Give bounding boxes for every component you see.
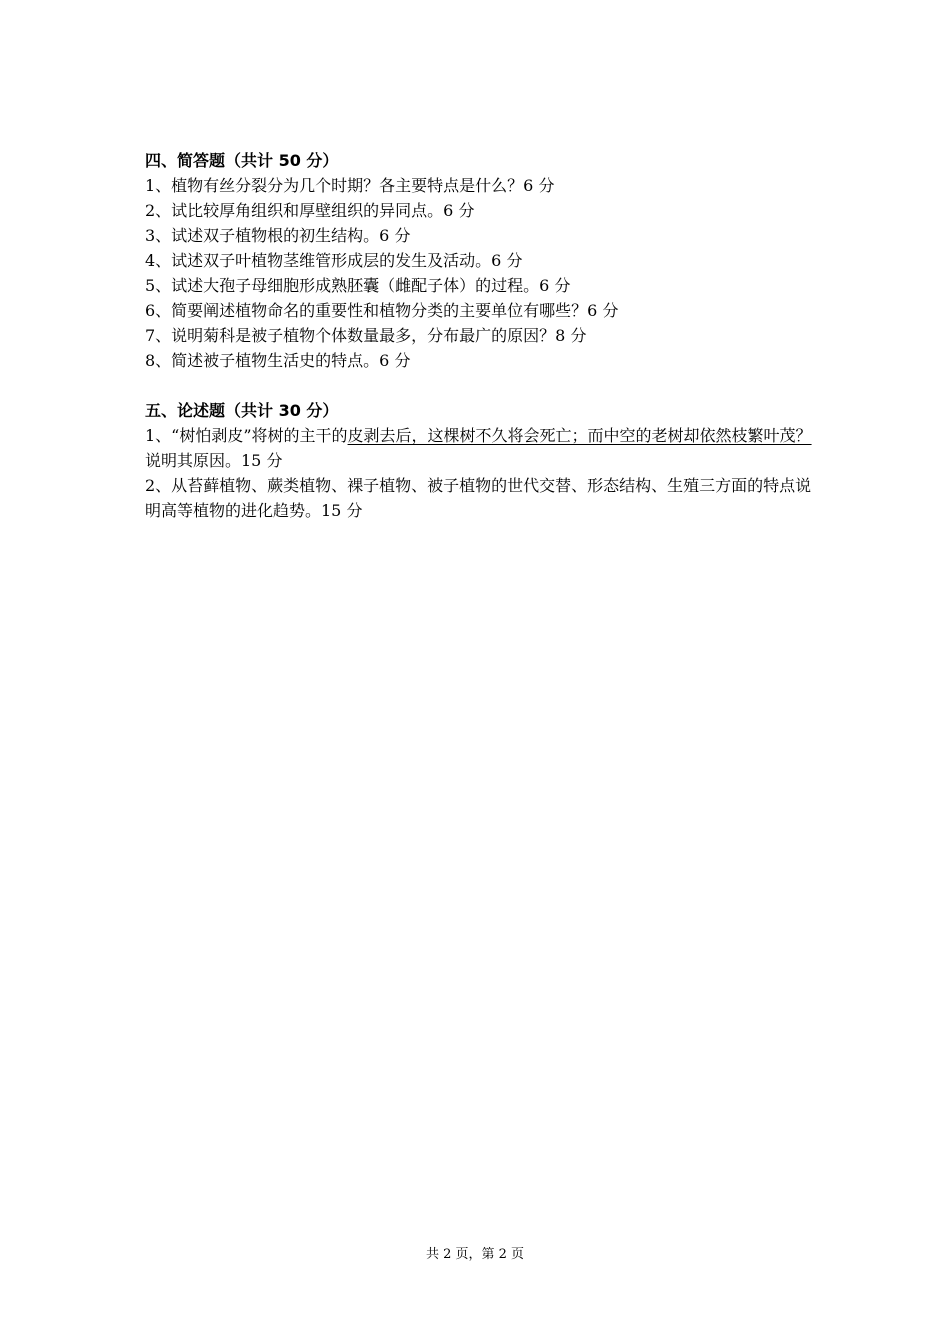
page-content [145,148,822,523]
section-title-essay: 五、论述题（共计 30 分） [145,401,339,420]
question-4-6: 6、简要阐述植物命名的重要性和植物分类的主要单位有哪些？6 分 [145,301,619,320]
question-5-1-prefix: 1、“树怕剥皮”将树的主干的 [145,426,348,445]
page-footer: 共 2 页，第 2 页 [425,1247,525,1262]
question-4-5: 5、试述大孢子母细胞形成熟胚囊（雌配子体）的过程。6 分 [145,276,571,295]
question-4-4: 4、试述双子叶植物茎维管形成层的发生及活动。6 分 [145,251,523,270]
question-4-8: 8、简述被子植物生活史的特点。6 分 [145,351,411,370]
question-4-2: 2、试比较厚角组织和厚壁组织的异同点。6 分 [145,201,475,220]
question-5-1-underlined: 皮剥去后，这棵树不久将会死亡；而中空的老树却依然枝繁叶茂？ [347,426,812,445]
section-title-short-answer: 四、简答题（共计 50 分） [145,151,339,170]
question-5-1 [145,423,822,473]
question-5-1-suffix: 说明其原因。15 分 [145,426,822,470]
question-4-1: 1、植物有丝分裂分为几个时期？各主要特点是什么？6 分 [145,176,555,195]
section-gap [145,373,815,398]
question-4-3: 3、试述双子植物根的初生结构。6 分 [145,226,411,245]
question-4-7: 7、说明菊科是被子植物个体数量最多，分布最广的原因？8 分 [145,326,587,345]
question-5-2: 2、从苔藓植物、蕨类植物、裸子植物、被子植物的世代交替、形态结构、生殖三方面的特点说明高等植物的进化趋势。15 分 [145,476,812,520]
